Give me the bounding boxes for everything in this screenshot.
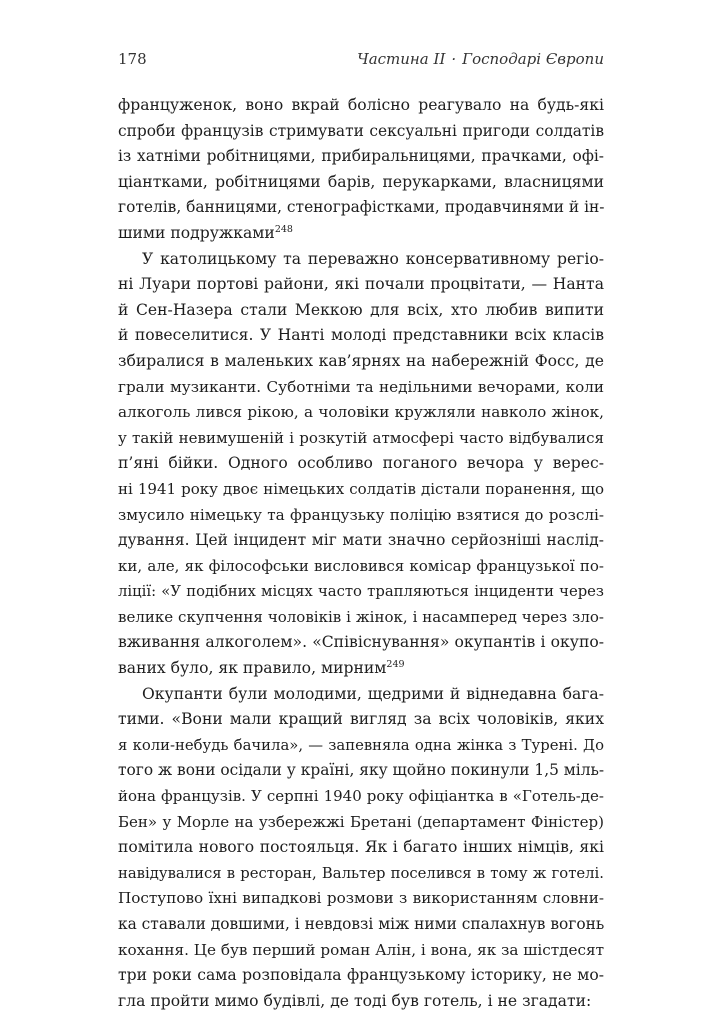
text-line: [118, 93, 604, 119]
text-line: [118, 963, 604, 989]
footnote-marker[interactable]: 249: [386, 658, 405, 670]
text-line: [118, 528, 604, 554]
running-head-chapter: Господарі Європи: [462, 50, 604, 68]
text-line: [118, 758, 604, 784]
text-line: [118, 656, 604, 682]
line-text: навідувалися в ресторан, Вальтер поселився в тому ж готелі.: [118, 864, 604, 882]
line-text: змусило німецьку та французьку поліцію взятися до розслі-: [118, 505, 604, 524]
text-line: [118, 426, 604, 452]
text-line: [118, 323, 604, 349]
running-head-separator: ·: [451, 50, 457, 68]
footnote-marker[interactable]: 248: [274, 223, 293, 235]
text-line: [118, 375, 604, 401]
line-text: ціантками, робітницями барів, перукарками, власницями: [118, 172, 604, 191]
line-text: п’яні бійки. Одного особливо поганого вечора у верес-: [118, 454, 604, 473]
line-text: Бен» у Морле на узбережжі Бретані (департамент Фіністер): [118, 812, 604, 831]
text-line: [118, 835, 604, 861]
text-line: [118, 144, 604, 170]
text-line: [118, 554, 604, 580]
text-line: [118, 938, 604, 964]
running-head: [357, 50, 604, 68]
line-text: гла пройти мимо будівлі, де тоді був готель, і не згадати:: [118, 991, 592, 1010]
text-line: [118, 349, 604, 375]
text-line: [118, 605, 604, 631]
text-line: [118, 503, 604, 529]
line-text: ваних було, як правило, мирним: [118, 659, 387, 678]
line-text: алкоголь лився рікою, а чоловіки кружляли навколо жінок,: [118, 403, 604, 422]
line-text: тими. «Вони мали кращий вигляд за всіх чоловіків, яких: [118, 710, 604, 729]
text-line: [118, 886, 604, 912]
line-text: дування. Цей інцидент міг мати значно серйозніші наслід-: [118, 531, 604, 550]
line-text: у такій невимушеній і розкутій атмосфері часто відбувалися: [118, 428, 604, 447]
line-text: вживання алкоголем». «Співіснування» окупантів і окупо-: [118, 633, 604, 652]
line-text: ки, але, як філософськи висловився комісар французької по-: [118, 556, 604, 575]
text-line: [118, 810, 604, 836]
text-line: [118, 861, 604, 887]
paragraph: [118, 682, 604, 1015]
line-text: грали музиканти. Суботніми та недільними вечорами, коли: [118, 377, 604, 396]
line-text: шими подружками: [118, 223, 275, 242]
line-text: ка ставали довшими, і невдовзі між ними спалахнув вогонь: [118, 915, 605, 933]
body-text: [118, 93, 604, 1014]
line-text: готелів, банницями, стенографістками, продавчинями й ін-: [118, 198, 605, 217]
text-line: [118, 784, 604, 810]
text-line: [118, 707, 604, 733]
text-line: [118, 682, 604, 708]
text-line: [118, 170, 604, 196]
line-text: помітила нового постояльця. Як і багато інших німців, які: [118, 838, 604, 857]
line-text: я коли-небудь бачила», — запевняла одна жінка з Турені. До: [118, 736, 604, 754]
page-number: 178: [118, 50, 147, 68]
line-text: йона французів. У серпні 1940 року офіціантка в «Готель-де-: [118, 787, 604, 806]
line-text: Поступово їхні випадкові розмови з використанням словни-: [118, 889, 604, 908]
text-line: [118, 195, 604, 221]
line-text: кохання. Це був перший роман Алін, і вона, як за шістдесят: [118, 940, 604, 959]
line-text: й Сен-Назера стали Меккою для всіх, хто любив випити: [118, 300, 604, 319]
text-line: [118, 579, 604, 605]
text-line: [118, 247, 604, 273]
page-header: [118, 50, 604, 74]
line-text: француженок, воно вкрай болісно реагувало на будь-які: [118, 96, 604, 114]
text-line: [118, 119, 604, 145]
line-text: Окупанти були молодими, щедрими й віднедавна бага-: [142, 684, 604, 703]
line-text: із хатніми робітницями, прибиральницями, прачками, офі-: [118, 147, 604, 166]
text-line: [118, 451, 604, 477]
line-text: три роки сама розповідала французькому історику, не мо-: [118, 966, 604, 985]
line-text: велике скупчення чоловіків і жінок, і насамперед через зло-: [118, 607, 604, 626]
line-text: того ж вони осідали у країні, яку щойно покинули 1,5 міль-: [118, 761, 605, 780]
paragraph: [118, 247, 604, 682]
text-line: [118, 477, 604, 503]
line-text: ні 1941 року двоє німецьких солдатів дістали поранення, що: [118, 479, 604, 498]
text-line: [118, 912, 604, 938]
line-text: збиралися в маленьких кав’ярнях на набережній Фосс, де: [118, 351, 604, 370]
line-text: ліції: «У подібних місцях часто трапляються інциденти через: [118, 583, 604, 601]
text-line: [118, 298, 604, 324]
text-line: [118, 221, 604, 247]
paragraph: [118, 93, 604, 247]
line-text: й повеселитися. У Нанті молоді представники всіх класів: [118, 326, 604, 345]
line-text: ні Луари портові райони, які почали процвітати, — Нанта: [118, 275, 604, 294]
text-line: [118, 630, 604, 656]
text-line: [118, 272, 604, 298]
text-line: [118, 733, 604, 759]
text-line: [118, 400, 604, 426]
text-line: [118, 989, 604, 1015]
line-text: У католицькому та переважно консервативному регіо-: [142, 249, 604, 268]
line-text: спроби французів стримувати сексуальні пригоди солдатів: [118, 121, 604, 140]
running-head-part: Частина II: [357, 50, 446, 68]
